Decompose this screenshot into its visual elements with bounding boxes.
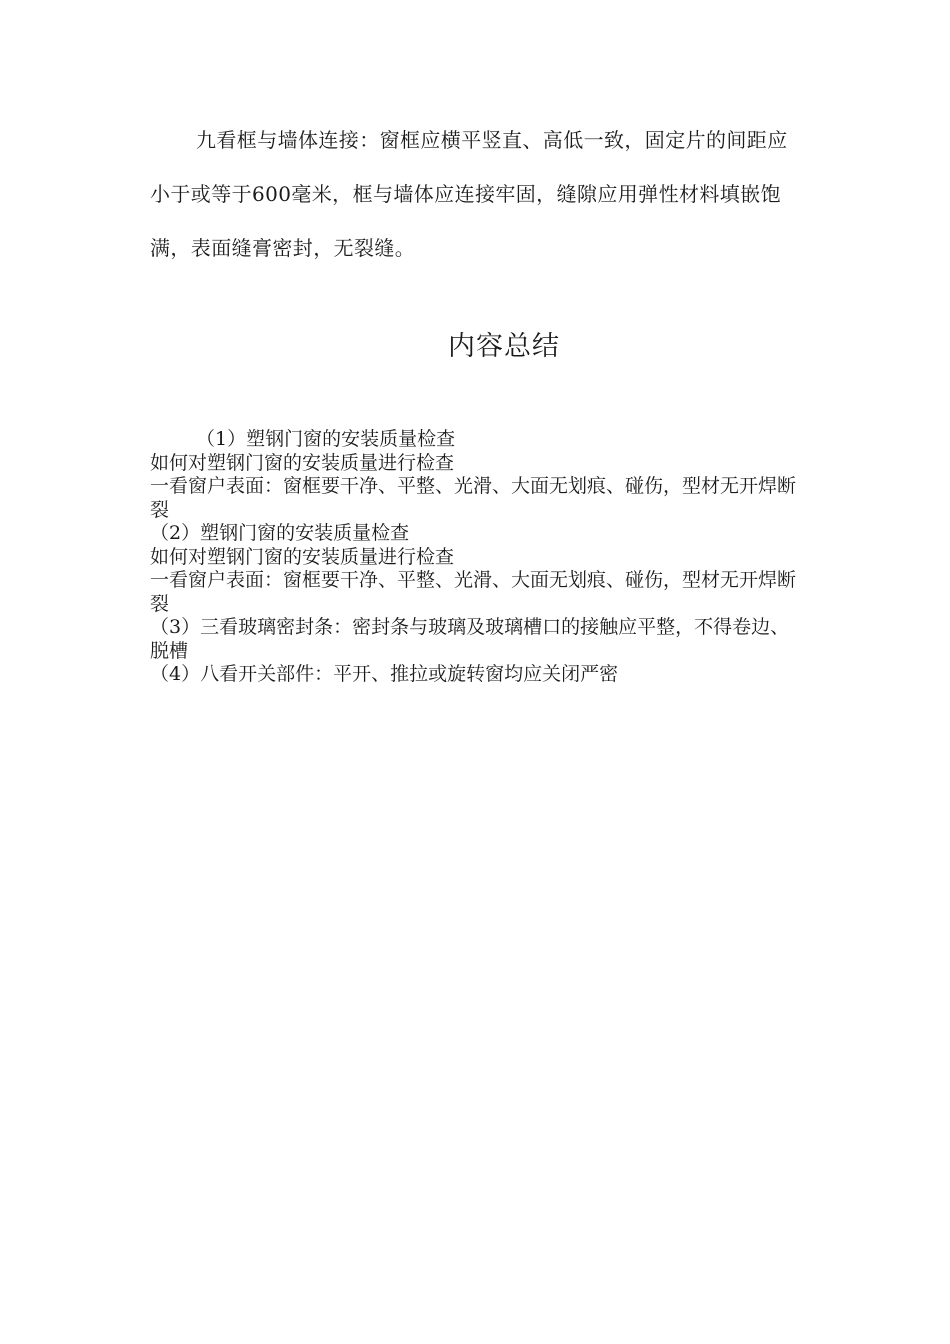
- section-title: 内容总结: [448, 331, 560, 362]
- summary-line: （4）八看开关部件：平开、推拉或旋转窗均应关闭严密: [150, 663, 619, 685]
- intro-paragraph: 九看框与墙体连接：窗框应横平竖直、高低一致，固定片的间距应小于或等于600毫米，框与墙体应连接牢固，缝隙应用弹性材料填嵌饱满，表面缝膏密封，无裂缝。: [150, 128, 788, 260]
- summary-line: 一看窗户表面：窗框要干净、平整、光滑、大面无划痕、碰伤，型材无开焊断裂: [150, 475, 797, 521]
- summary-block: [150, 428, 800, 687]
- summary-line: （3）三看玻璃密封条：密封条与玻璃及玻璃槽口的接触应平整，不得卷边、脱槽: [150, 616, 790, 662]
- summary-line: （2）塑钢门窗的安装质量检查: [150, 522, 410, 544]
- summary-line: 如何对塑钢门窗的安装质量进行检查: [150, 451, 455, 474]
- summary-line: （1）塑钢门窗的安装质量检查: [196, 428, 456, 450]
- summary-line: 一看窗户表面：窗框要干净、平整、光滑、大面无划痕、碰伤，型材无开焊断裂: [150, 569, 797, 615]
- summary-line: 如何对塑钢门窗的安装质量进行检查: [150, 545, 455, 568]
